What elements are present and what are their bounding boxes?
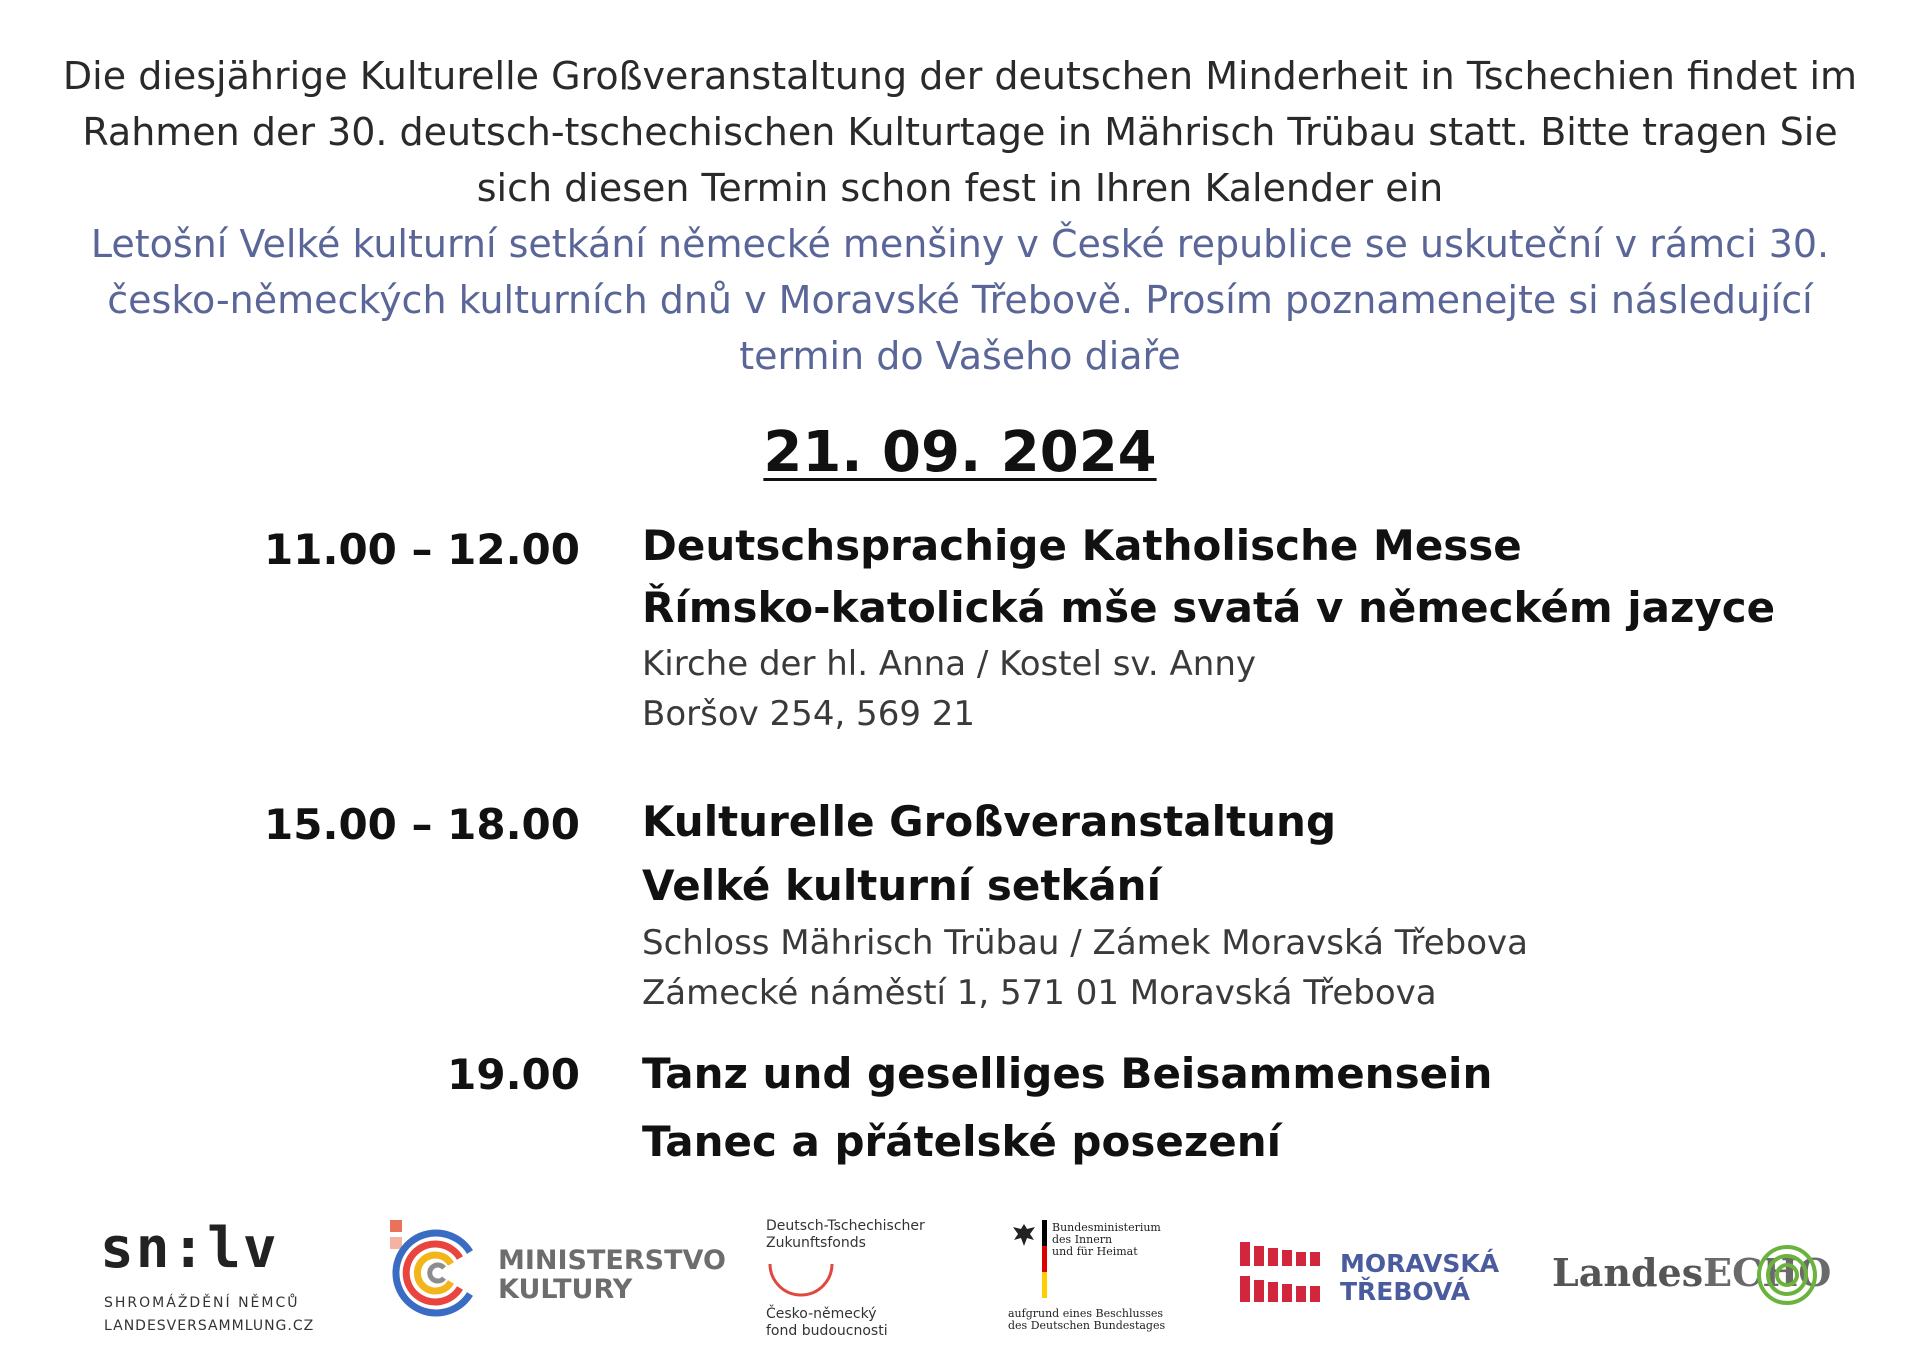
bmi-line2: des Innern <box>1052 1233 1113 1246</box>
event-2-time: 15.00 – 18.00 <box>264 800 580 849</box>
bmi-note <box>1008 1308 1165 1332</box>
sponsor-logos <box>0 1210 1920 1350</box>
bmi-logo <box>1008 1210 1166 1350</box>
intro-german: Die diesjährige Kulturelle Großveranstaltung der deutschen Minderheit in Tschechien findet im Rahmen der 30. deutsch-tschechischen Kulturtage in Mährisch Trübau statt. Bitte tragen Sie sich diesen Termin schon fest in Ihren Kalender ein <box>62 54 1858 210</box>
german-flag-icon <box>1042 1220 1047 1298</box>
moravska-line1: MORAVSKÁ <box>1340 1249 1500 1278</box>
bmi-line5: des Deutschen Bundestages <box>1008 1319 1166 1332</box>
zukunftsfonds-line4: fond budoucnosti <box>766 1323 888 1339</box>
event-date: 21. 09. 2024 <box>763 420 1157 485</box>
bmi-line3: und für Heimat <box>1052 1245 1138 1258</box>
zukunftsfonds-arc-icon <box>766 1260 836 1300</box>
event-3-title-cz: Tanec a přátelské posezení <box>642 1117 1282 1166</box>
zukunftsfonds-line2: Zukunftsfonds <box>766 1235 866 1251</box>
event-3-time: 19.00 <box>447 1050 580 1099</box>
ministerstvo-kultury-logo <box>392 1210 726 1350</box>
echo-waves-icon <box>1752 1240 1822 1310</box>
ministerstvo-c-icon <box>392 1228 482 1318</box>
intro <box>40 48 1880 384</box>
ministerstvo-line2: KULTURY <box>498 1274 633 1305</box>
event-3-title-de: Tanz und geselliges Beisammensein <box>642 1049 1493 1098</box>
event-2-address: Zámecké náměstí 1, 571 01 Moravská Třebova <box>642 973 1437 1013</box>
event-1-title-cz: Římsko-katolická mše svatá v německém jazyce <box>642 583 1776 632</box>
ministerstvo-line1: MINISTERSTVO <box>498 1245 726 1276</box>
snlv-logo <box>100 1210 340 1350</box>
event-1-time: 11.00 – 12.00 <box>264 525 580 574</box>
landesecho-part1: Landes <box>1552 1250 1704 1295</box>
bmi-line4: aufgrund eines Beschlusses <box>1008 1307 1164 1320</box>
zukunftsfonds-bottom <box>766 1306 888 1340</box>
snlv-line1: SHROMÁŽDĚNÍ NĚMCŮ <box>104 1295 300 1311</box>
moravska-trebova-logo <box>1240 1210 1500 1350</box>
event-2-place: Schloss Mährisch Trübau / Zámek Moravská Třebova <box>642 923 1528 963</box>
event-2-title-cz: Velké kulturní setkání <box>642 861 1161 910</box>
moravska-trebova-text <box>1340 1250 1499 1306</box>
snlv-brand: sn:lv <box>100 1216 279 1281</box>
event-3-details <box>642 1040 1492 1176</box>
moravska-line2: TŘEBOVÁ <box>1340 1277 1471 1306</box>
event-1-details <box>642 515 1775 739</box>
intro-czech: Letošní Velké kulturní setkání německé menšiny v České republice se uskuteční v rámci 30. česko-německých kulturních dnů v Moravské Třebově. Prosím poznamenejte si následující termin do Vašeho diaře <box>90 222 1830 378</box>
zukunftsfonds-line3: Česko-německý <box>766 1306 877 1322</box>
zukunftsfonds-top <box>766 1218 925 1252</box>
event-1-place: Kirche der hl. Anna / Kostel sv. Anny <box>642 644 1257 684</box>
event-2-title-de: Kulturelle Großveranstaltung <box>642 797 1337 846</box>
zukunftsfonds-logo <box>766 1210 926 1350</box>
event-2-details <box>642 790 1528 1018</box>
event-1-address: Boršov 254, 569 21 <box>642 694 976 734</box>
snlv-line2: LANDESVERSAMMLUNG.CZ <box>104 1318 315 1334</box>
ministerstvo-text <box>498 1246 726 1304</box>
zukunftsfonds-line1: Deutsch-Tschechischer <box>766 1218 925 1234</box>
bmi-name <box>1052 1222 1161 1258</box>
bmi-line1: Bundesministerium <box>1052 1221 1161 1234</box>
eagle-icon <box>1010 1222 1038 1248</box>
event-1-title-de: Deutschsprachige Katholische Messe <box>642 521 1522 570</box>
moravska-trebova-emblem <box>1240 1236 1332 1316</box>
landesecho-logo <box>1552 1210 1852 1350</box>
landesecho-part2: ECHO <box>1703 1250 1832 1295</box>
